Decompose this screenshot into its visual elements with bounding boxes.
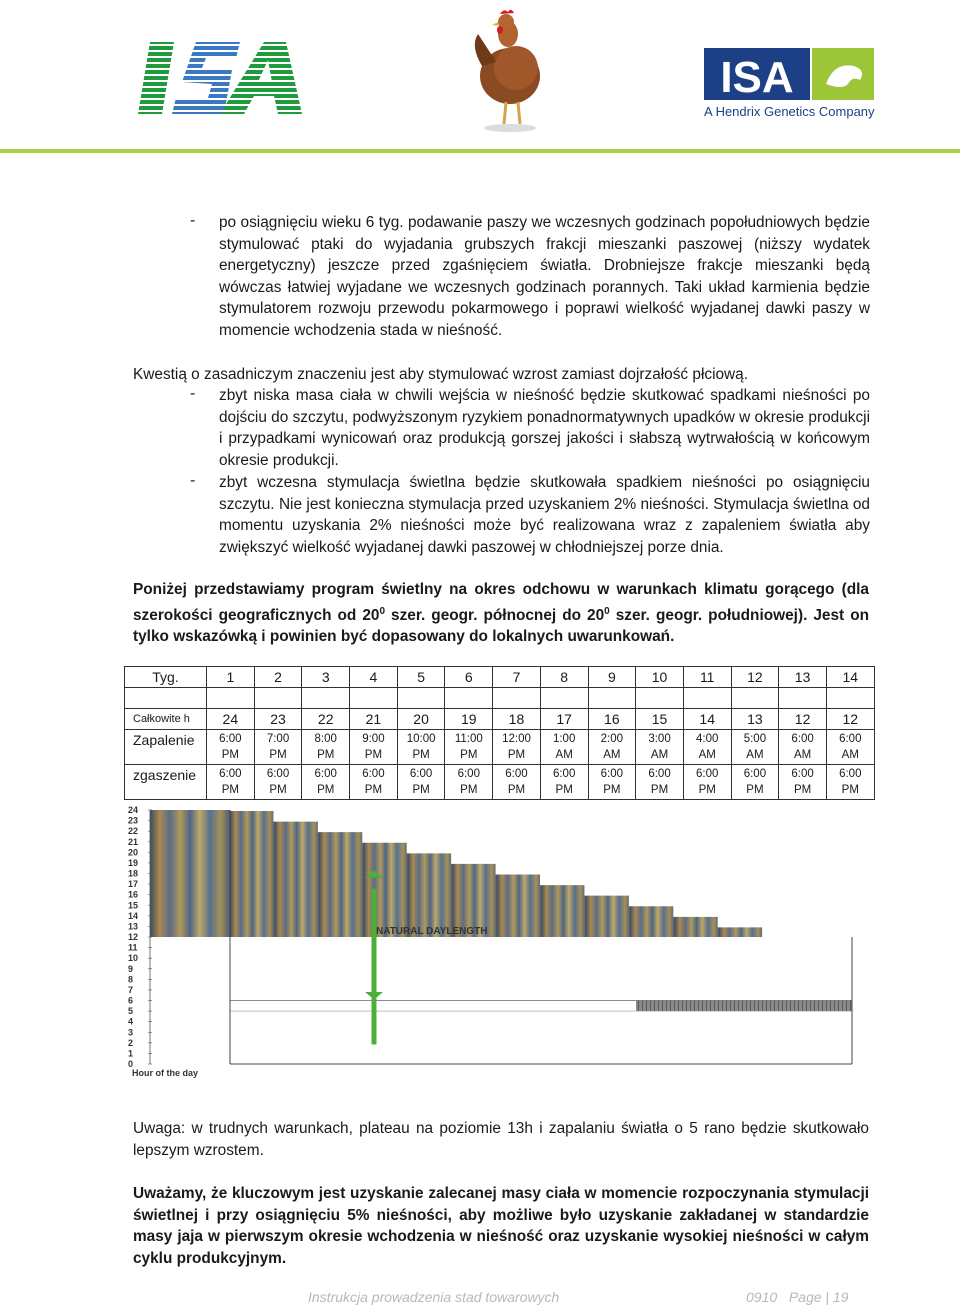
hours-cell: 13 xyxy=(731,709,779,730)
on-time-cell xyxy=(445,730,493,765)
on-ampm: PM xyxy=(221,749,239,761)
on-ampm: PM xyxy=(317,749,335,761)
y-tick-label: 12 xyxy=(128,932,139,942)
on-ampm: AM xyxy=(841,749,859,761)
y-tick-label: 17 xyxy=(128,879,139,890)
y-tick-label: 22 xyxy=(128,826,139,837)
hen-image xyxy=(468,6,550,134)
on-ampm: AM xyxy=(793,749,812,761)
light-step-bar xyxy=(719,926,764,937)
row-label-week: Tyg. xyxy=(125,667,207,688)
week-cell: 6 xyxy=(445,667,493,688)
bullet-3 xyxy=(190,472,870,558)
row-label-on: Zapalenie xyxy=(125,730,207,765)
y-tick-label: 16 xyxy=(128,889,139,900)
week-cell: 11 xyxy=(683,667,731,688)
on-time: 7:00 xyxy=(266,733,290,745)
on-time: 11:00 xyxy=(454,733,483,745)
y-tick-label: 23 xyxy=(128,815,139,826)
logo-right-text: ISA xyxy=(720,53,794,102)
on-time-cell xyxy=(302,730,350,765)
off-ampm: PM xyxy=(603,784,621,796)
off-ampm: PM xyxy=(269,784,287,796)
y-tick-label: 14 xyxy=(128,910,139,921)
on-time-cell xyxy=(207,730,255,765)
on-time-cell xyxy=(254,730,302,765)
off-time-cell xyxy=(636,765,684,800)
isa-logo-left xyxy=(136,40,304,116)
bullet-dash: - xyxy=(190,472,196,489)
on-time: 5:00 xyxy=(743,733,767,745)
on-ampm: PM xyxy=(269,749,287,761)
table-row-on xyxy=(125,730,875,765)
off-ampm: PM xyxy=(793,784,812,796)
hours-cell: 16 xyxy=(588,709,636,730)
hours-cell: 15 xyxy=(636,709,684,730)
uwaga-note: Uwaga: w trudnych warunkach, plateau na poziomie 13h i zapalaniu światła o 5 rano będzie skutkowało lepszym wzrostem. xyxy=(133,1120,869,1159)
empty-cell xyxy=(125,688,207,709)
week-cell: 7 xyxy=(493,667,541,688)
bullet-1-text: po osiągnięciu wieku 6 tyg. podawanie paszy we wczesnych godzinach popołudniowych będzie stymulować ptaki do wyjadania grubszych frakcji mieszanki paszowej (niższy wydatek energetyczny) jeszcze przed zgaśnięciem światła. Drobniejsze frakcje mieszanki będą wówczas łatwiej wyjadane we wczesnych godzinach porannych. Taki układ karmienia będzie stymulatorem rozwoju przewodu pokarmowego i poprawi wielkość wyjadanej dawki paszy w momencie wchodzenia stada w nieśność. xyxy=(219,214,870,339)
intro-sentence: Kwestią o zasadniczym znaczeniu jest aby stymulować wzrost zamiast dojrzałość płciową. xyxy=(133,366,749,383)
y-tick-label: 5 xyxy=(128,1006,134,1017)
on-time-cell xyxy=(826,730,874,765)
week-cell: 8 xyxy=(540,667,588,688)
off-time: 6:00 xyxy=(552,768,576,780)
on-time: 6:00 xyxy=(219,733,242,745)
off-ampm: PM xyxy=(317,784,335,796)
on-ampm: AM xyxy=(555,749,573,761)
on-ampm: AM xyxy=(650,749,669,761)
hours-cell: 23 xyxy=(254,709,302,730)
off-time-cell xyxy=(350,765,398,800)
off-time: 6:00 xyxy=(266,768,290,780)
on-ampm: PM xyxy=(364,749,383,761)
y-tick-label: 8 xyxy=(128,974,134,985)
hours-cell: 12 xyxy=(826,709,874,730)
on-time-cell xyxy=(636,730,684,765)
heading-part-2: szer. geogr. północnej do 20 xyxy=(385,606,605,624)
week-cell: 13 xyxy=(779,667,827,688)
empty-cell xyxy=(731,688,779,709)
final-statement: Uważamy, że kluczowym jest uzyskanie zalecanej masy ciała w momencie rozpoczynania stymulacji świetlnej i przy osiągnięciu 5% nieśności, aby możliwe było uzyskanie zakładanej w standardzie masy jaja w pierwszym okresie wchodzenia w nieśność oraz uzyskanie wysokiej nieśności w całym cyklu produkcyjnym. xyxy=(133,1185,869,1267)
light-step-bar xyxy=(319,831,364,937)
table-row-off xyxy=(125,765,875,800)
empty-cell xyxy=(588,688,636,709)
y-tick-label: 15 xyxy=(128,900,139,911)
y-tick-label: 21 xyxy=(128,836,139,847)
y-tick-label: 0 xyxy=(128,1059,134,1069)
light-step-bar xyxy=(674,916,719,937)
bullet-2 xyxy=(190,385,870,471)
off-ampm: PM xyxy=(412,784,430,796)
on-time: 12:00 xyxy=(502,733,531,745)
footer-title: Instrukcja prowadzenia stad towarowych xyxy=(308,1289,560,1305)
week-cell: 9 xyxy=(588,667,636,688)
off-time-cell xyxy=(207,765,255,800)
on-time-cell xyxy=(350,730,398,765)
off-time-cell xyxy=(302,765,350,800)
on-time: 2:00 xyxy=(600,733,624,745)
y-tick-label: 10 xyxy=(128,953,139,964)
logo-right-tagline: A Hendrix Genetics Company xyxy=(704,104,875,119)
on-ampm: PM xyxy=(507,749,526,761)
off-ampm: PM xyxy=(555,784,573,796)
week-cell: 1 xyxy=(207,667,255,688)
week-cell: 12 xyxy=(731,667,779,688)
y-tick-label: 20 xyxy=(128,847,139,858)
off-ampm: PM xyxy=(507,784,526,796)
on-time-cell xyxy=(683,730,731,765)
lighting-schedule-table xyxy=(124,666,875,800)
empty-cell xyxy=(397,688,445,709)
on-time: 3:00 xyxy=(648,733,671,745)
on-time: 9:00 xyxy=(362,733,385,745)
row-label-hours: Całkowite h xyxy=(125,709,207,730)
week-cell: 2 xyxy=(254,667,302,688)
empty-cell xyxy=(779,688,827,709)
bullet-3-text: zbyt wczesna stymulacja świetlna będzie skutkowała spadkiem nieśności po osiągnięciu szczytu. Nie jest konieczna stymulacja przed uzyskaniem 2% nieśności. Stymulacja świetlna od momentu uzyskania 2% nieśności może być realizowana wraz z zapaleniem światła aby zwiększyć wielkość wyjadanej dawki paszowej w chłodniejszej porze dnia. xyxy=(219,474,870,556)
degree-sup-2: 0 xyxy=(604,605,610,617)
hours-cell: 19 xyxy=(445,709,493,730)
light-step-bar xyxy=(408,852,453,937)
empty-cell xyxy=(636,688,684,709)
y-tick-label: 19 xyxy=(128,857,139,868)
empty-cell xyxy=(493,688,541,709)
week-cell: 5 xyxy=(397,667,445,688)
on-time: 4:00 xyxy=(696,733,719,745)
degree-sup-1: 0 xyxy=(379,605,386,617)
bullet-dash: - xyxy=(190,212,196,229)
off-time: 6:00 xyxy=(648,768,671,780)
off-ampm: PM xyxy=(364,784,383,796)
off-time: 6:00 xyxy=(839,768,862,780)
logo-left-text: ISA xyxy=(136,40,138,41)
natural-daylength-label: NATURAL DAYLENGTH xyxy=(376,925,488,937)
hours-cell: 20 xyxy=(397,709,445,730)
on-ampm: AM xyxy=(698,749,716,761)
hours-cell: 18 xyxy=(493,709,541,730)
off-time-cell xyxy=(397,765,445,800)
on-time-cell xyxy=(397,730,445,765)
hours-cell: 22 xyxy=(302,709,350,730)
empty-cell xyxy=(254,688,302,709)
light-step-bar xyxy=(274,821,319,937)
week-cell: 10 xyxy=(636,667,684,688)
off-time: 6:00 xyxy=(457,768,480,780)
off-ampm: PM xyxy=(650,784,669,796)
page-header xyxy=(0,0,960,152)
off-time-cell xyxy=(826,765,874,800)
week-cell: 14 xyxy=(826,667,874,688)
empty-cell xyxy=(350,688,398,709)
bullet-dash: - xyxy=(190,385,196,402)
off-time-cell xyxy=(445,765,493,800)
empty-cell xyxy=(302,688,350,709)
table-row-week xyxy=(125,667,875,688)
empty-cell xyxy=(207,688,255,709)
off-time-cell xyxy=(731,765,779,800)
off-time: 6:00 xyxy=(791,768,814,780)
on-time-cell xyxy=(493,730,541,765)
empty-cell xyxy=(826,688,874,709)
on-time: 8:00 xyxy=(314,733,337,745)
off-time: 6:00 xyxy=(362,768,385,780)
y-tick-label: 6 xyxy=(128,995,134,1006)
y-axis-label: Hour of the day xyxy=(132,1068,199,1078)
light-step-bar xyxy=(541,884,586,937)
light-step-bar xyxy=(630,905,675,937)
isa-hendrix-logo xyxy=(702,44,878,124)
light-stub-bar xyxy=(150,810,230,937)
hours-cell: 21 xyxy=(350,709,398,730)
empty-cell xyxy=(445,688,493,709)
off-ampm: PM xyxy=(841,784,859,796)
on-time: 1:00 xyxy=(552,733,576,745)
off-ampm: PM xyxy=(698,784,716,796)
off-ampm: PM xyxy=(460,784,478,796)
on-ampm: PM xyxy=(460,749,478,761)
on-time-cell xyxy=(540,730,588,765)
off-time: 6:00 xyxy=(505,768,528,780)
off-time-cell xyxy=(779,765,827,800)
y-tick-label: 18 xyxy=(128,868,139,879)
off-time: 6:00 xyxy=(409,768,433,780)
lighting-program-heading xyxy=(133,579,869,648)
off-time-cell xyxy=(254,765,302,800)
on-ampm: AM xyxy=(603,749,621,761)
table-row-hours xyxy=(125,709,875,730)
off-ampm: PM xyxy=(746,784,764,796)
y-tick-label: 11 xyxy=(128,942,138,953)
hours-cell: 17 xyxy=(540,709,588,730)
on-time: 6:00 xyxy=(791,733,814,745)
header-rule xyxy=(0,149,960,153)
off-time: 6:00 xyxy=(314,768,337,780)
hours-cell: 14 xyxy=(683,709,731,730)
y-tick-label: 2 xyxy=(128,1037,134,1048)
heading-part-1: Poniżej przedstawiamy program świetlny na okres odchowu w warunkach klimatu gorącego (dla szerokości geograficznych od 20 xyxy=(133,581,869,624)
row-label-off: zgaszenie xyxy=(125,765,207,800)
hours-cell: 24 xyxy=(207,709,255,730)
off-time-cell xyxy=(540,765,588,800)
y-tick-label: 7 xyxy=(128,984,134,995)
on-time: 6:00 xyxy=(839,733,862,745)
on-time-cell xyxy=(588,730,636,765)
off-ampm: PM xyxy=(221,784,239,796)
bullet-2-text: zbyt niska masa ciała w chwili wejścia w nieśność będzie skutkować spadkami nieśności po dojściu do szczytu, podwyższonym ryzykiem ponadnormatywnych upadków w okresie produkcji i przypadkami wynicowań oraz produkcją gorszej jakości i słabszą wytrwałością w końcowym okresie produkcji. xyxy=(219,387,870,469)
light-step-bar xyxy=(230,810,275,937)
y-tick-label: 9 xyxy=(128,963,134,974)
y-tick-label: 24 xyxy=(128,805,139,815)
week-cell: 3 xyxy=(302,667,350,688)
on-time-cell xyxy=(779,730,827,765)
empty-cell xyxy=(683,688,731,709)
off-time: 6:00 xyxy=(219,768,242,780)
heading-part-3: szer. geogr. południowej). Jest on tylko wskazówką i powinien być dopasowany do lokalnych uwarunkowań. xyxy=(133,606,869,646)
light-step-bar xyxy=(363,842,408,937)
bullet-1 xyxy=(190,212,870,342)
empty-cell xyxy=(540,688,588,709)
y-tick-label: 1 xyxy=(128,1048,134,1059)
footer-page: 0910 Page | 19 xyxy=(746,1289,849,1305)
lighting-program-chart xyxy=(126,802,876,1084)
off-time: 6:00 xyxy=(696,768,719,780)
table-row-empty xyxy=(125,688,875,709)
on-time-cell xyxy=(731,730,779,765)
y-tick-label: 13 xyxy=(128,921,139,932)
off-time-cell xyxy=(588,765,636,800)
off-time: 6:00 xyxy=(743,768,767,780)
lamp-on-hatch-bar xyxy=(636,1001,852,1012)
y-tick-label: 3 xyxy=(128,1027,134,1038)
on-time: 10:00 xyxy=(406,733,436,745)
y-tick-label: 4 xyxy=(128,1016,134,1027)
off-time-cell xyxy=(683,765,731,800)
light-step-bar xyxy=(497,874,542,938)
on-ampm: PM xyxy=(412,749,430,761)
off-time: 6:00 xyxy=(600,768,624,780)
hours-cell: 12 xyxy=(779,709,827,730)
week-cell: 4 xyxy=(350,667,398,688)
off-time-cell xyxy=(493,765,541,800)
light-step-bar xyxy=(585,895,630,937)
on-ampm: AM xyxy=(746,749,764,761)
